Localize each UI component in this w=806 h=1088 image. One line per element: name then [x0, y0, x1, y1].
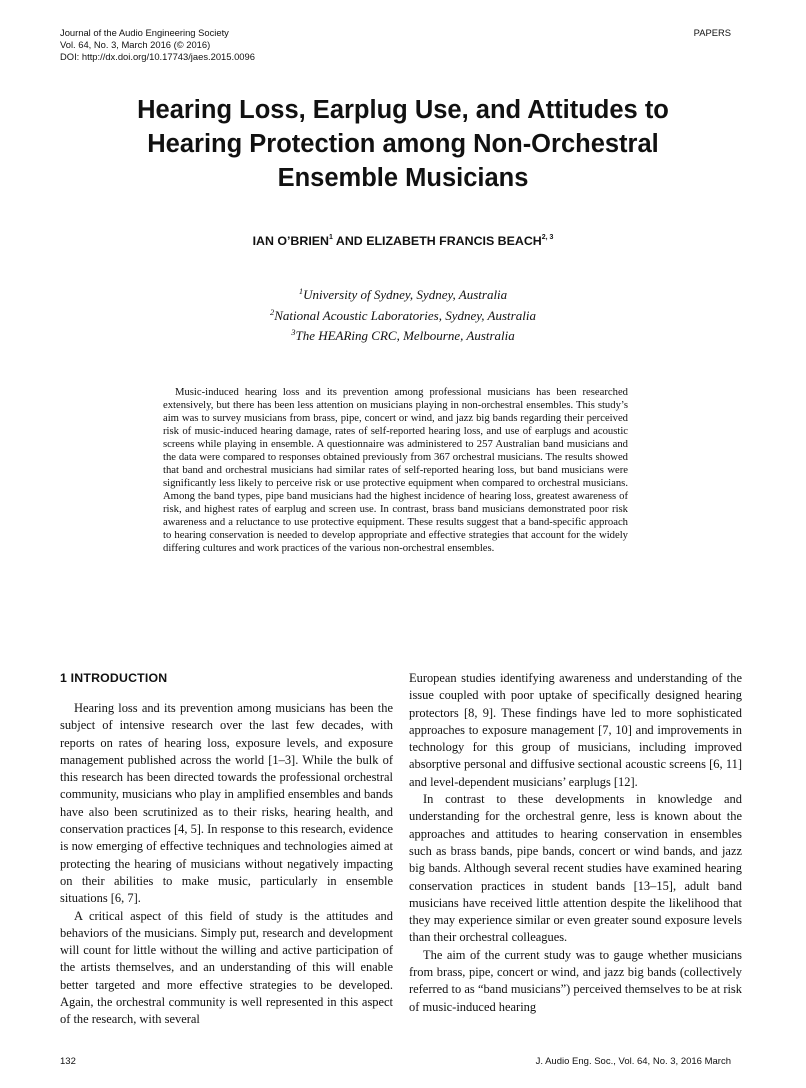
body-paragraph: In contrast to these developments in knowledge and understanding for the orchestral genre, less is known about the approaches and attitudes to hearing conservation in ensembles such as brass bands, pipe bands, concert or wind bands, and jazz big bands. Although several recent studies have examined hearing conservation practices in student bands [13–15], adult band musicians have received little attention despite the likelihood that they may experience similar or even greater sound exposure levels than their orchestral colleagues.: [409, 792, 742, 945]
journal-header: [60, 27, 255, 63]
affiliation-2: [60, 304, 746, 325]
journal-volume: Vol. 64, No. 3, March 2016 (© 2016): [60, 39, 211, 50]
section-tag: PAPERS: [693, 27, 731, 38]
author-2: ELIZABETH FRANCIS BEACH: [366, 234, 542, 248]
body-paragraph: Hearing loss and its prevention among musicians has been the subject of intensive research over the last few decades, with reports on rates of hearing loss, exposure levels, and exposure management published across the world [1–3]. While the bulk of this research has been directed towards the professional orchestral community, musicians who play in amplified ensembles and bands have also been scrutinized as to their risks, hearing health, and conservation practices [4, 5]. In response to this research, evidence is now emerging of effective techniques and technologies aimed at protecting the hearing of musicians without negatively impacting on their abilities to make music, particularly in ensemble situations [6, 7].: [60, 701, 393, 906]
body-paragraph: A critical aspect of this field of study is the attitudes and behaviors of the musicians. Simply put, research and development will count for little without the willing and active participation of the artists themselves, and an understanding of this will enable better targeted and more effective strategies to be developed. Again, the orchestral community is well represented in this aspect of the research, with several: [60, 908, 393, 1027]
affiliations: [60, 283, 746, 345]
affiliation-1-marker: 1: [298, 286, 304, 296]
body-paragraph: The aim of the current study was to gauge whether musicians from brass, pipe, concert or wind, and jazz big bands (collectively referred to as “band musicians”) perceived themselves to be at risk of music-induced hearing: [409, 947, 742, 1014]
author-1: IAN O’BRIEN: [252, 234, 329, 248]
journal-doi: DOI: http://dx.doi.org/10.17743/jaes.2015.0096: [60, 51, 255, 62]
footer-citation: J. Audio Eng. Soc., Vol. 64, No. 3, 2016 March: [535, 1056, 731, 1067]
abstract: Music-induced hearing loss and its prevention among professional musicians has been researched extensively, but there has been less attention on musicians playing in non-orchestral ensembles. This study’s aim was to survey musicians from brass, pipe, concert or wind, and jazz big bands regarding their perceived risk of music-induced hearing damage, rates of self-reported hearing loss, and use of earplugs and acoustic screens while playing in ensemble. A questionnaire was administered to 257 Australian band musicians and the data were compared to responses obtained previously from 367 orchestral musicians. The results showed that band and orchestral musicians had similar rates of self-reported hearing loss, but band musicians were significantly less likely to perceive risk or use protective equipment when compared to orchestral musicians. Among the band types, pipe band musicians had the highest incidence of hearing loss, greatest awareness of risk, and highest rates of earplug and screen use. In contrast, brass band musicians demonstrated poor risk awareness and a reluctance to use protective equipment. These results suggest that a band-specific approach to hearing conservation is needed to develop appropriate and effective strategies that account for the widely differing cultures and work practices of the various non-orchestral ensembles.: [163, 387, 628, 554]
affiliation-1: [60, 283, 746, 304]
author-2-affil: 2, 3: [541, 234, 554, 241]
section-heading: 1 INTRODUCTION: [60, 671, 168, 685]
affiliation-1-text: University of Sydney, Sydney, Australia: [303, 287, 508, 302]
affiliation-3: [60, 324, 746, 345]
author-conjunction: AND: [335, 234, 363, 248]
title-line-2: Hearing Protection among Non-Orchestral: [147, 130, 659, 158]
affiliation-2-text: National Acoustic Laboratories, Sydney, Australia: [274, 307, 536, 323]
affiliation-2-marker: 2: [270, 306, 275, 317]
author-1-affil: 1: [328, 234, 333, 241]
affiliation-3-text: The HEARing CRC, Melbourne, Australia: [295, 328, 515, 343]
affiliation-3-marker: 3: [291, 327, 296, 337]
paper-title: [60, 93, 746, 195]
journal-name: Journal of the Audio Engineering Society: [60, 27, 229, 38]
page-number: 132: [60, 1056, 76, 1067]
body-paragraph: European studies identifying awareness and understanding of the issue coupled with poor uptake of specifically designed hearing protectors [8, 9]. These findings have led to more sophisticated approaches to exposure management [7, 10] and improvements in technology for this group of musicians, including improved absorptive personal and diffusive sectional acoustic screens [6, 11] and level-dependent musicians’ earplugs [12].: [409, 671, 742, 789]
body-column-left: [60, 670, 393, 1029]
body-column-right: [409, 670, 742, 1016]
title-line-3: Ensemble Musicians: [277, 164, 529, 192]
title-line-1: Hearing Loss, Earplug Use, and Attitudes to: [137, 96, 669, 124]
author-list: [60, 234, 746, 248]
